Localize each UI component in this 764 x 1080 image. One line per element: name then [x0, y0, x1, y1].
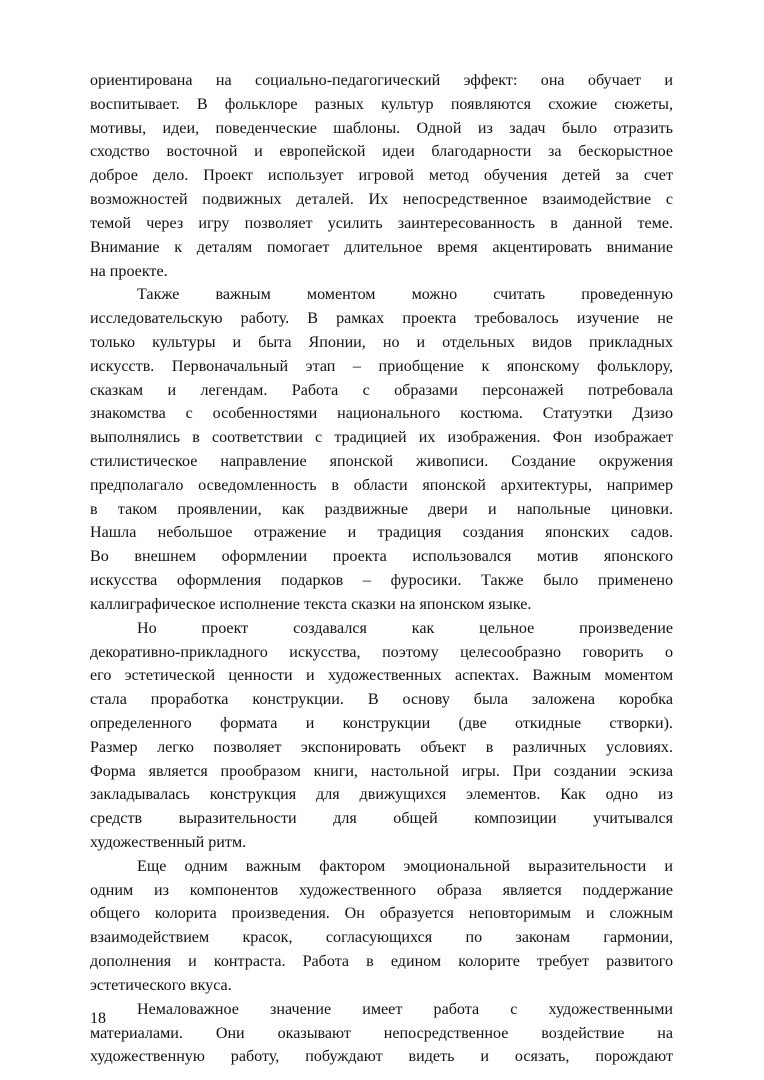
text-line: предполагало осведомленность в области японской архитектуры, например [90, 476, 673, 494]
text-line: сказкам и легендам. Работа с образами персонажей потребовала [90, 381, 673, 399]
page-body [90, 69, 673, 1069]
text-line: в таком проявлении, как раздвижные двери и напольные циновки. [90, 500, 673, 518]
text-line: Нашла небольшое отражение и традиция создания японских садов. [90, 524, 673, 542]
text-line: темой через игру позволяет усилить заинтересованность в данной теме. [90, 214, 673, 232]
text-line: дополнения и контраста. Работа в едином колорите требует развитого [90, 953, 673, 971]
text-line: эстетического вкуса. [90, 976, 232, 994]
text-line: воспитывает. В фольклоре разных культур появляются схожие сюжеты, [90, 95, 673, 113]
text-line: Во внешнем оформлении проекта использовался мотив японского [90, 548, 673, 566]
text-line: Форма является прообразом книги, настольной игры. При создании эскиза [90, 762, 673, 780]
text-line: художественную работу, побуждают видеть и осязать, порождают [90, 1048, 673, 1066]
text-line-first: Также важным моментом можно считать проведенную [137, 286, 673, 304]
text-line: взаимодействием красок, согласующихся по законам гармонии, [90, 929, 673, 947]
page-number: 18 [90, 1010, 106, 1027]
text-line: выполнялись в соответствии с традицией их изображения. Фон изображает [90, 429, 673, 447]
text-line: закладывалась конструкция для движущихся элементов. Как одно из [90, 786, 673, 804]
text-line: декоративно-прикладного искусства, поэтому целесообразно говорить о [90, 643, 673, 661]
text-line: художественный ритм. [90, 834, 247, 851]
paragraph-4 [90, 855, 673, 998]
text-line: стилистическое направление японской живописи. Создание окружения [90, 453, 673, 470]
text-line: его эстетической ценности и художественных аспектах. Важным моментом [90, 667, 673, 685]
text-line: доброе дело. Проект использует игровой метод обучения детей за счет [90, 167, 673, 185]
text-line: общего колорита произведения. Он образуется неповторимым и сложным [90, 905, 673, 923]
paragraph-2 [90, 283, 673, 616]
text-line-first: Но проект создавался как цельное произведение [137, 619, 673, 637]
paragraph-5 [90, 998, 673, 1069]
text-line: мотивы, идеи, поведенческие шаблоны. Одной из задач было отразить [90, 119, 673, 137]
text-line: на проекте. [90, 262, 168, 280]
paragraph-1 [90, 69, 673, 283]
text-line: определенного формата и конструкции (две откидные створки). [90, 714, 673, 732]
text-line: одним из компонентов художественного образа является поддержание [90, 881, 673, 899]
text-line: стала проработка конструкции. В основу была заложена коробка [90, 691, 673, 709]
text-line-first: Еще одним важным фактором эмоциональной выразительности и [137, 857, 673, 875]
text-line: искусства оформления подарков – фуросики. Также было применено [90, 572, 673, 590]
text-line-first: Немаловажное значение имеет работа с художественными [137, 1000, 673, 1018]
text-line: средств выразительности для общей композиции учитывался [90, 810, 673, 828]
text-line: Внимание к деталям помогает длительное время акцентировать внимание [90, 238, 673, 256]
text-line: исследовательскую работу. В рамках проекта требовалось изучение не [90, 310, 673, 328]
text-line: сходство восточной и европейской идеи благодарности за бескорыстное [90, 143, 673, 161]
text-line: материалами. Они оказывают непосредственное воздействие на [90, 1024, 673, 1042]
text-line: Размер легко позволяет экспонировать объект в различных условиях. [90, 738, 673, 756]
text-line: ориентирована на социально-педагогический эффект: она обучает и [90, 72, 673, 89]
text-line: каллиграфическое исполнение текста сказки на японском языке. [90, 595, 532, 613]
text-line: только культуры и быта Японии, но и отдельных видов прикладных [90, 333, 673, 351]
text-line: возможностей подвижных деталей. Их непосредственное взаимодействие с [90, 191, 673, 209]
paragraph-3 [90, 617, 673, 855]
text-line: искусств. Первоначальный этап – приобщение к японскому фольклору, [90, 357, 673, 375]
text-line: знакомства с особенностями национального костюма. Статуэтки Дзизо [90, 405, 673, 423]
